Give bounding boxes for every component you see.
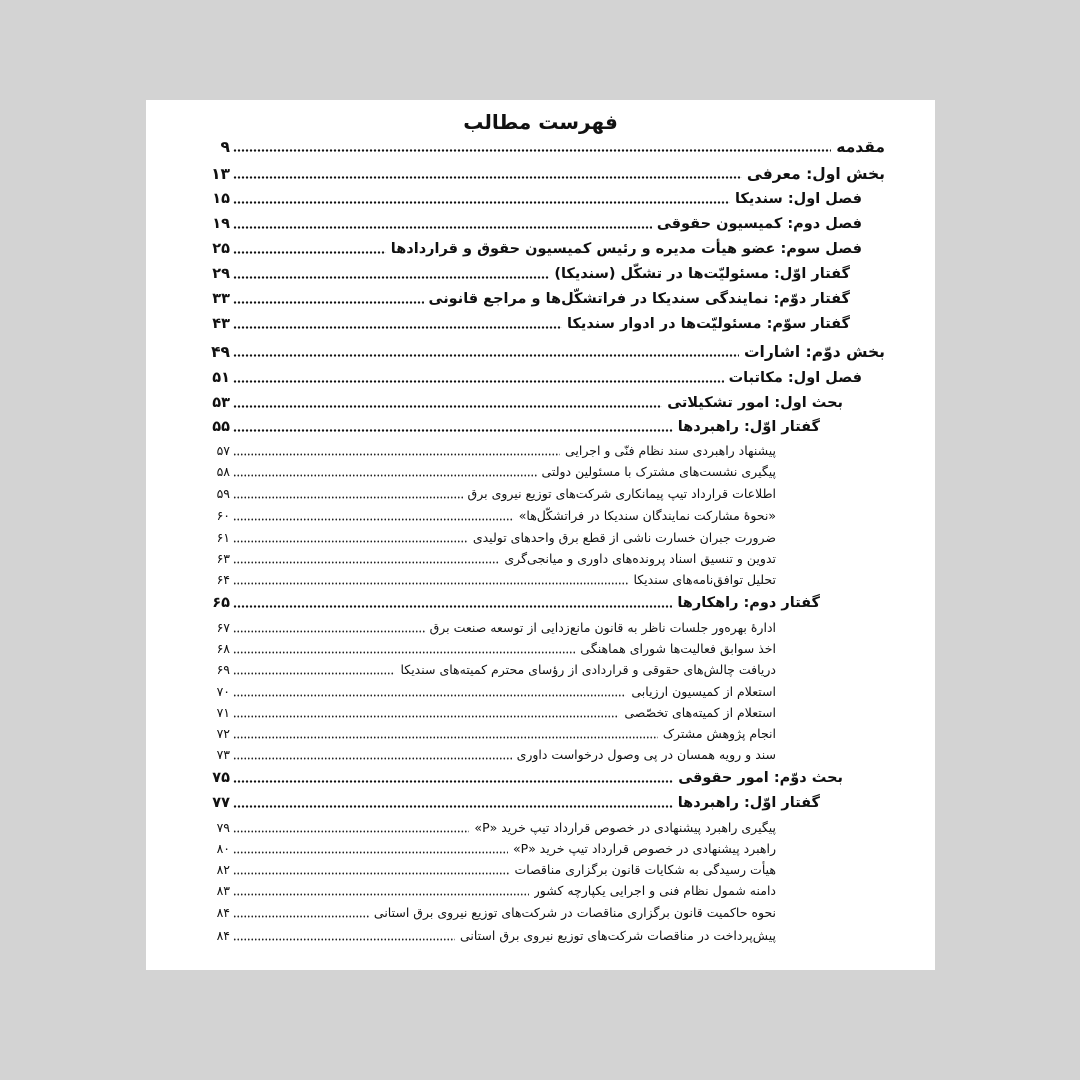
dot-leader <box>233 780 673 783</box>
toc-entry-title: اخذ سوابق فعالیت‌ها شورای هماهنگی <box>580 641 776 656</box>
toc-entry-title: «نحوۀ مشارکت نمایندگان سندیکا در فراتشکّل‌ها» <box>518 508 776 523</box>
toc-item-entry <box>203 440 776 462</box>
toc-page-number: ۸۲ <box>216 862 230 877</box>
dot-leader <box>233 830 469 833</box>
toc-item-entry <box>203 548 776 570</box>
toc-page-number: ۶۰ <box>216 508 230 523</box>
toc-entry-title: بخش دوّم: اشارات <box>743 343 885 361</box>
dot-leader <box>233 694 626 697</box>
toc-entry-title: اطلاعات قرارداد تیپ پیمانکاری شرکت‌های توزیع نیروی برق <box>467 486 776 501</box>
toc-entry-title: بخش اول: معرفی <box>746 165 885 183</box>
toc-entry-title: پیش‌پرداخت در مناقصات شرکت‌های توزیع نیروی برق استانی <box>459 928 776 943</box>
toc-page-number: ۶۳ <box>216 551 230 566</box>
toc-entry-title: سند و رویه همسان در پی وصول درخواست داوری <box>516 747 776 762</box>
toc-item-entry <box>203 681 776 703</box>
toc-page-number: ۶۴ <box>216 572 230 587</box>
toc-entry-title: گفتار سوّم: مسئولیّت‌ها در ادوار سندیکا <box>567 316 850 332</box>
toc-entry-title: تدوین و تنسیق اسناد پرونده‌های داوری و میانجی‌گری <box>504 551 776 566</box>
dot-leader <box>233 474 537 477</box>
dot-leader <box>233 715 619 718</box>
toc-page-number: ۱۵ <box>212 191 230 207</box>
toc-page-number: ۲۵ <box>212 241 230 257</box>
dot-leader <box>233 605 672 608</box>
toc-page-number: ۷۰ <box>216 684 230 699</box>
toc-item-entry <box>203 723 776 745</box>
page-title: فهرست مطالب <box>463 110 618 134</box>
toc-chapter-entry <box>203 367 862 389</box>
dot-leader <box>233 226 652 229</box>
toc-entry-title: نحوه حاکمیت قانون برگزاری مناقصات در شرکت‌های توزیع نیروی برق استانی <box>373 905 776 920</box>
toc-entry-title: پیشنهاد راهبردی سند نظام فنّی و اجرایی <box>564 443 776 458</box>
toc-entry-title: تحلیل توافق‌نامه‌های سندیکا <box>633 572 776 587</box>
dot-leader <box>233 582 628 585</box>
toc-item-entry <box>203 505 776 527</box>
toc-entry-title: دامنه شمول نظام فنی و اجرایی یکپارچه کشور <box>533 883 776 898</box>
dot-leader <box>233 301 424 304</box>
toc-part-entry <box>203 136 885 158</box>
dot-leader <box>233 915 369 918</box>
toc-topic-entry <box>203 767 843 789</box>
dot-leader <box>233 651 575 654</box>
toc-entry-title: گفتار دوّم: نمایندگی سندیکا در فراتشکّل‌ها و مراجع قانونی <box>428 291 850 307</box>
toc-page-number: ۷۹ <box>216 820 230 835</box>
toc-page-number: ۴۹ <box>211 343 230 361</box>
toc-discourse-entry <box>203 263 850 285</box>
toc-page-number: ۳۳ <box>212 291 230 307</box>
toc-part-entry <box>203 163 885 185</box>
toc-page-number: ۶۷ <box>216 620 230 635</box>
toc-item-entry <box>203 880 776 902</box>
toc-chapter-entry <box>203 188 862 210</box>
dot-leader <box>233 630 425 633</box>
toc-page-number: ۸۳ <box>216 883 230 898</box>
toc-page-number: ۲۹ <box>212 266 230 282</box>
toc-topic-entry <box>203 392 843 414</box>
toc-item-entry <box>203 744 776 766</box>
toc-entry-title: فصل دوم: کمیسیون حقوقی <box>656 216 862 232</box>
toc-entry-title: گفتار دوم: راهکارها <box>677 595 820 611</box>
toc-item-entry <box>203 817 776 839</box>
dot-leader <box>233 805 673 808</box>
toc-entry-title: فصل اول: سندیکا <box>734 191 862 207</box>
dot-leader <box>233 540 468 543</box>
dot-leader <box>233 757 512 760</box>
dot-leader <box>233 938 455 941</box>
toc-page-number: ۷۵ <box>212 770 230 786</box>
toc-entry-title: بحث اول: امور تشکیلاتی <box>667 395 843 411</box>
toc-page-number: ۱۹ <box>212 216 230 232</box>
dot-leader <box>233 872 510 875</box>
dot-leader <box>233 429 673 432</box>
toc-page-number: ۴۳ <box>212 316 230 332</box>
toc-entry-title: ادارۀ بهره‌ور جلسات ناظر به قانون مانع‌زدایی از توسعه صنعت برق <box>429 620 776 635</box>
toc-entry-title: مقدمه <box>836 138 885 156</box>
toc-page-number: ۹ <box>220 138 230 156</box>
dot-leader <box>233 276 549 279</box>
toc-entry-title: راهبرد پیشنهادی در خصوص قرارداد تیپ خرید «P» <box>512 841 776 856</box>
toc-entry-title: ضرورت جبران خسارت ناشی از قطع برق واحدهای تولیدی <box>472 530 776 545</box>
dot-leader <box>233 405 662 408</box>
toc-item-entry <box>203 569 776 591</box>
toc-page-number: ۵۷ <box>216 443 230 458</box>
dot-leader <box>233 496 463 499</box>
dot-leader <box>233 518 514 521</box>
toc-item-entry <box>203 902 776 924</box>
toc-chapter-entry <box>203 213 862 235</box>
toc-entry-title: انجام پژوهش مشترک <box>662 726 776 741</box>
toc-page-number: ۵۸ <box>216 464 230 479</box>
dot-leader <box>233 380 724 383</box>
dot-leader <box>233 251 386 254</box>
toc-page-number: ۶۱ <box>216 530 230 545</box>
toc-entry-title: هیأت رسیدگی به شکایات قانون برگزاری مناقصات <box>514 862 776 877</box>
dot-leader <box>233 561 499 564</box>
toc-page-number: ۷۷ <box>212 795 230 811</box>
toc-discourse-entry <box>203 313 850 335</box>
toc-item-entry <box>203 702 776 724</box>
toc-page-number: ۷۲ <box>216 726 230 741</box>
toc-page-number: ۷۳ <box>216 747 230 762</box>
toc-entry-title: پیگیری راهبرد پیشنهادی در خصوص قرارداد تیپ خرید «P» <box>474 820 776 835</box>
toc-page-number: ۵۱ <box>212 370 230 386</box>
toc-page-number: ۵۵ <box>212 419 230 435</box>
toc-page-number: ۶۵ <box>212 595 230 611</box>
toc-entry-title: گفتار اوّل: راهبردها <box>677 795 820 811</box>
toc-entry-title: فصل سوم: عضو هیأت مدیره و رئیس کمیسیون حقوق و قراردادها <box>390 241 862 257</box>
toc-entry-title: فصل اول: مکاتبات <box>728 370 862 386</box>
toc-page-number: ۵۹ <box>216 486 230 501</box>
toc-page-number: ۶۹ <box>216 662 230 677</box>
toc-item-entry <box>203 461 776 483</box>
toc-page-number: ۵۳ <box>212 395 230 411</box>
dot-leader <box>233 354 739 357</box>
toc-item-entry <box>203 483 776 505</box>
dot-leader <box>233 893 529 896</box>
dot-leader <box>233 453 560 456</box>
toc-page-number: ۸۴ <box>216 928 230 943</box>
toc-page-number: ۶۸ <box>216 641 230 656</box>
dot-leader <box>233 851 508 854</box>
dot-leader <box>233 201 730 204</box>
toc-discourse-entry <box>203 592 820 614</box>
toc-entry-title: استعلام از کمیته‌های تخصّصی <box>624 705 776 720</box>
dot-leader <box>233 736 658 739</box>
toc-part-entry <box>203 341 885 363</box>
toc-entry-title: گفتار اوّل: راهبردها <box>677 419 820 435</box>
toc-item-entry <box>203 638 776 660</box>
toc-item-entry <box>203 527 776 549</box>
toc-discourse-entry <box>203 416 820 438</box>
toc-page-number: ۸۴ <box>216 905 230 920</box>
toc-item-entry <box>203 659 776 681</box>
toc-entry-title: استعلام از کمیسیون ارزیابی <box>631 684 776 699</box>
toc-discourse-entry <box>203 288 850 310</box>
toc-item-entry <box>203 838 776 860</box>
dot-leader <box>233 176 742 179</box>
toc-entry-title: بحث دوّم: امور حقوقی <box>678 770 843 786</box>
toc-item-entry <box>203 859 776 881</box>
toc-page-number: ۱۳ <box>211 165 230 183</box>
toc-entry-title: دریافت چالش‌های حقوقی و قراردادی از رؤسای محترم کمیته‌های سندیکا <box>400 662 776 677</box>
toc-entry-title: گفتار اوّل: مسئولیّت‌ها در تشکّل (سندیکا) <box>554 266 850 282</box>
toc-item-entry <box>203 925 776 947</box>
dot-leader <box>233 149 831 152</box>
toc-chapter-entry <box>203 238 862 260</box>
toc-discourse-entry <box>203 792 820 814</box>
toc-page-number: ۷۱ <box>216 705 230 720</box>
toc-entry-title: پیگیری نشست‌های مشترک با مسئولین دولتی <box>541 464 776 479</box>
dot-leader <box>233 672 395 675</box>
dot-leader <box>233 326 562 329</box>
toc-item-entry <box>203 617 776 639</box>
toc-page-number: ۸۰ <box>216 841 230 856</box>
